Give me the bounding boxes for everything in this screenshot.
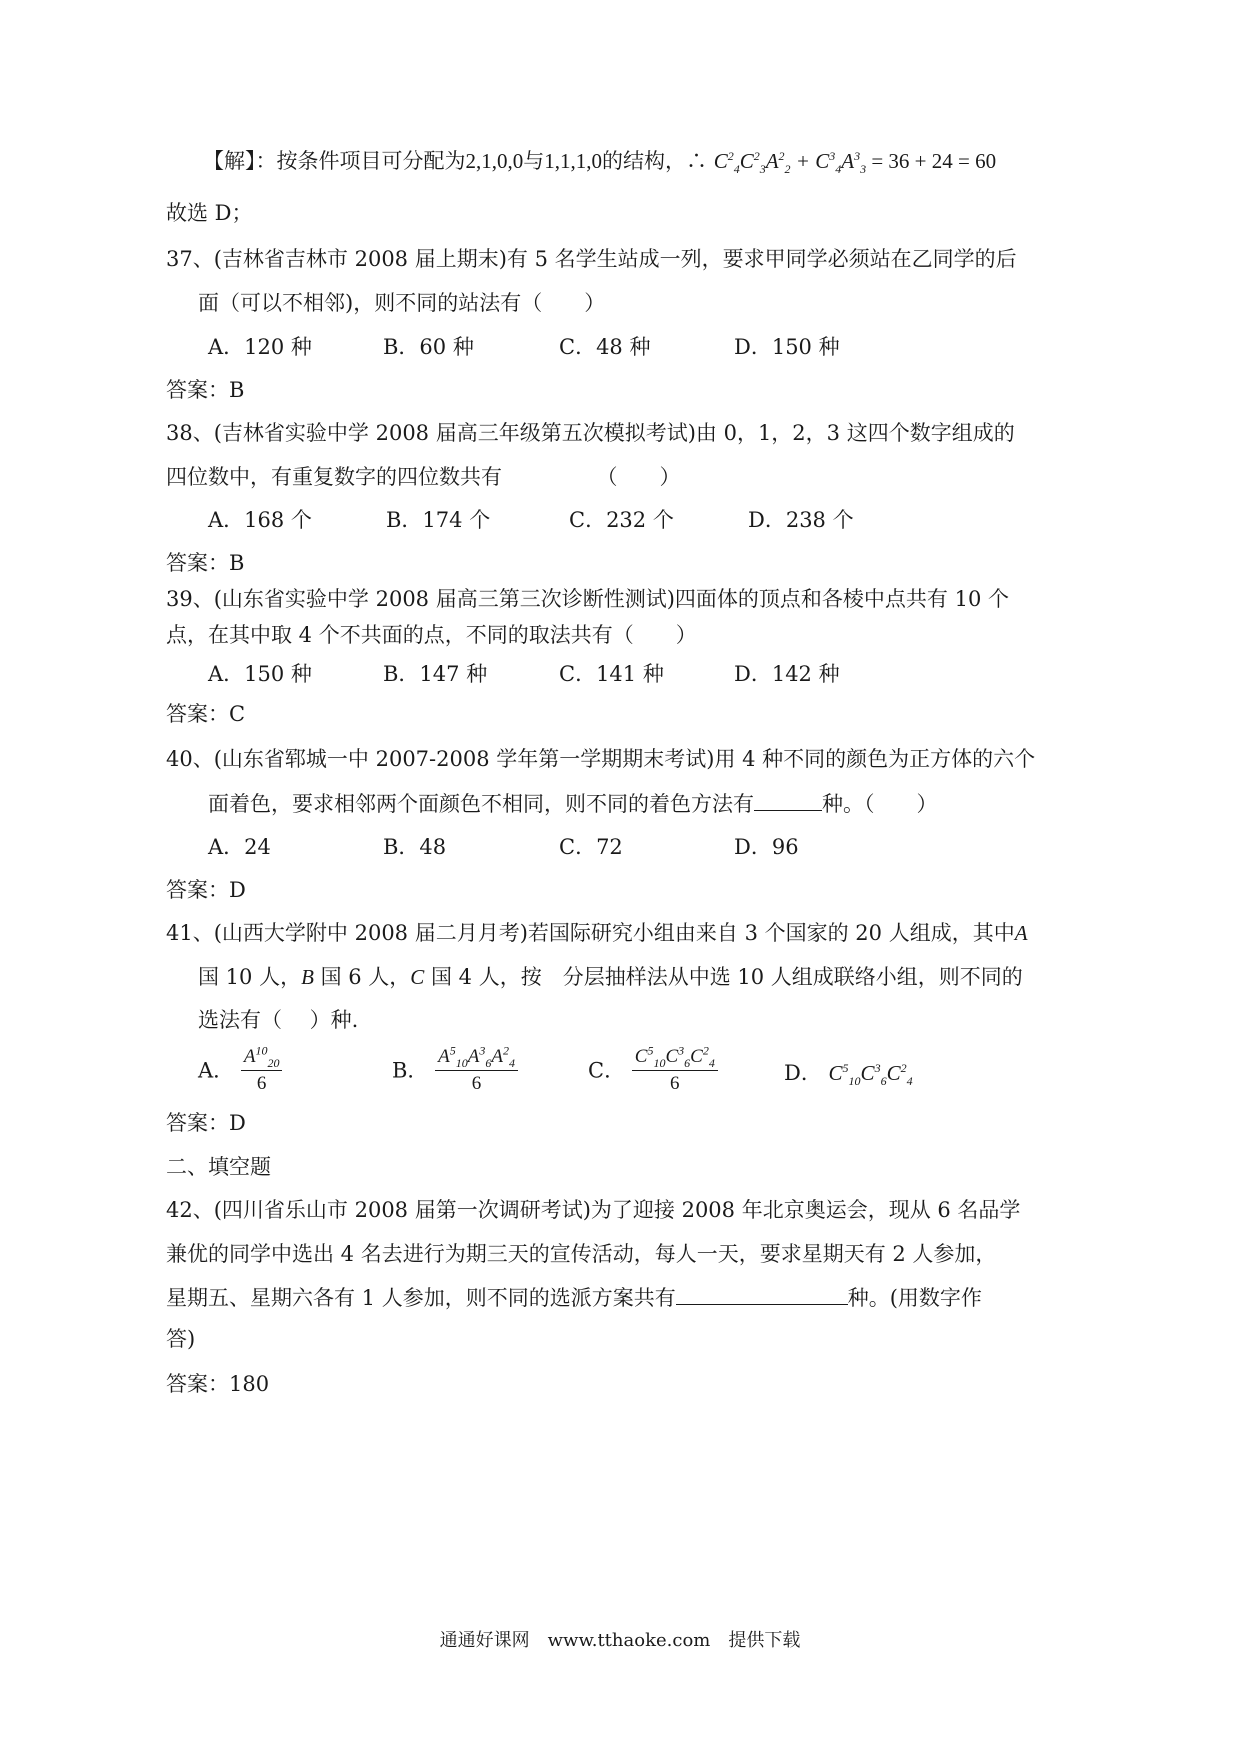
q41-option-b-fraction: $\frac{A^5_{10}A^3_6A^2_4}{6}$ [435,1046,518,1095]
q37-text: (吉林省吉林市 2008 届上期末)有 5 名学生站成一列，要求甲同学必须站在乙同学的后 [213,247,1017,271]
q37-number: 37、 [166,247,214,271]
q38-line1 [166,418,1015,448]
q40-option-a: A．24 [208,835,271,859]
solution-with: 与 [523,149,545,173]
q37-option-c: C．48 种 [559,335,651,359]
structure-b: 1,1,1,0 [544,149,602,173]
q39-answer: 答案：C [166,702,246,726]
q40-line2 [208,788,938,819]
q41-var-b: B [301,965,314,989]
q41-option-b-letter: B． [392,1058,429,1083]
q41-text-2b: 国 6 人， [313,965,411,989]
q41-var-a: A [1014,921,1028,945]
q40-text-a: 面着色，要求相邻两个面颜色不相同，则不同的着色方法有 [208,792,754,816]
q41-option-a-fraction: $\frac{A^{10}_{20}}{6}$ [241,1046,283,1095]
q41-number: 41、 [166,921,214,945]
q40-option-c: C．72 [559,835,623,859]
q41-line1 [166,918,1028,948]
q42-text: (四川省乐山市 2008 届第一次调研考试)为了迎接 2008 年北京奥运会，现从 6 名品学 [213,1198,1021,1222]
q41-text-2a: 国 10 人， [198,965,302,989]
q42-line2: 兼优的同学中选出 4 名去进行为期三天的宣传活动，每人一天，要求星期天有 2 人参加， [166,1242,997,1266]
q40-blank [754,788,822,811]
q39-number: 39、 [166,587,214,611]
q39-option-b: B．147 种 [383,662,488,686]
solution-line [203,146,996,176]
q41-option-c [588,1043,718,1095]
q41-text-2c: 国 4 人，按 分层抽样法从中选 10 人组成联络小组，则不同的 [424,965,1023,989]
q41-option-d-letter: D． [784,1061,822,1085]
q42-line3 [166,1282,982,1313]
q40-text-b: 种。（ ） [822,792,938,816]
q41-option-c-letter: C． [588,1058,626,1083]
q41-line3: 选法有（ ）种. [198,1008,359,1032]
section-heading: 二、填空题 [166,1155,271,1179]
q38-line2: 四位数中，有重复数字的四位数共有 （ ） [166,465,681,489]
q38-text: (吉林省实验中学 2008 届高三年级第五次模拟考试)由 0，1，2，3 这四个数字组成的 [213,421,1015,445]
q42-text-3b: 种。(用数字作 [847,1286,982,1310]
q41-option-d [784,1058,913,1088]
q38-answer: 答案：B [166,551,245,575]
solution-formula: $C^2_4C^2_3A^2_2 + C^3_4A^3_3$ [713,149,867,177]
q41-var-c: C [410,965,425,989]
q37-option-d: D．150 种 [734,335,840,359]
q41-option-a-letter: A． [198,1058,235,1083]
q38-option-a: A．168 个 [208,508,312,532]
q39-option-c: C．141 种 [559,662,664,686]
q38-option-b: B．174 个 [386,508,491,532]
q42-text-3a: 星期五、星期六各有 1 人参加，则不同的选派方案共有 [166,1286,676,1310]
solution-choice: 故选 D； [166,201,253,225]
q40-line1 [166,744,1035,774]
q40-text: (山东省郓城一中 2007-2008 学年第一学期期末考试)用 4 种不同的颜色为正方体的六个 [213,747,1036,771]
q41-line2 [198,962,1023,992]
structure-a: 2,1,0,0 [465,149,524,173]
q39-option-d: D．142 种 [734,662,840,686]
q42-blank [676,1282,848,1305]
q37-answer: 答案：B [166,378,245,402]
q40-number: 40、 [166,747,214,771]
therefore-symbol: ∴ [686,149,707,173]
q42-answer: 答案：180 [166,1372,270,1396]
q38-option-d: D．238 个 [748,508,854,532]
page-footer: 通通好课网 www.tthaoke.com 提供下载 [439,1630,801,1651]
solution-label: 【解】 [203,149,256,173]
q41-option-d-formula: $C^5_{10}C^3_6C^2_4$ [828,1061,913,1089]
q39-line1 [166,584,1009,614]
solution-text: ：按条件项目可分配为 [255,149,466,173]
q39-option-a: A．150 种 [208,662,312,686]
q39-text: (山东省实验中学 2008 届高三第三次诊断性测试)四面体的顶点和各棱中点共有 10 个 [213,587,1009,611]
q39-line2: 点，在其中取 4 个不共面的点，不同的取法共有（ ） [166,623,697,647]
q41-answer: 答案：D [166,1111,246,1135]
q41-text: (山西大学附中 2008 届二月月考)若国际研究小组由来自 3 个国家的 20 人组成，其中 [213,921,1015,945]
q38-option-c: C．232 个 [569,508,674,532]
q41-option-b [392,1043,518,1095]
q42-line4: 答) [166,1327,196,1351]
q42-number: 42、 [166,1198,214,1222]
q41-option-c-fraction: $\frac{C^5_{10}C^3_6C^2_4}{6}$ [632,1046,718,1095]
solution-tail: 的结构， [602,149,686,173]
solution-result: = 36 + 24 = 60 [866,149,997,173]
q40-option-d: D．96 [734,835,799,859]
q42-line1 [166,1195,1020,1225]
q37-line2: 面（可以不相邻)，则不同的站法有（ ） [198,291,606,315]
q37-line1 [166,244,1017,274]
q40-answer: 答案：D [166,878,246,902]
q40-option-b: B．48 [383,835,447,859]
q37-option-b: B．60 种 [383,335,474,359]
q41-option-a [198,1043,282,1095]
q37-option-a: A．120 种 [208,335,312,359]
q38-number: 38、 [166,421,214,445]
